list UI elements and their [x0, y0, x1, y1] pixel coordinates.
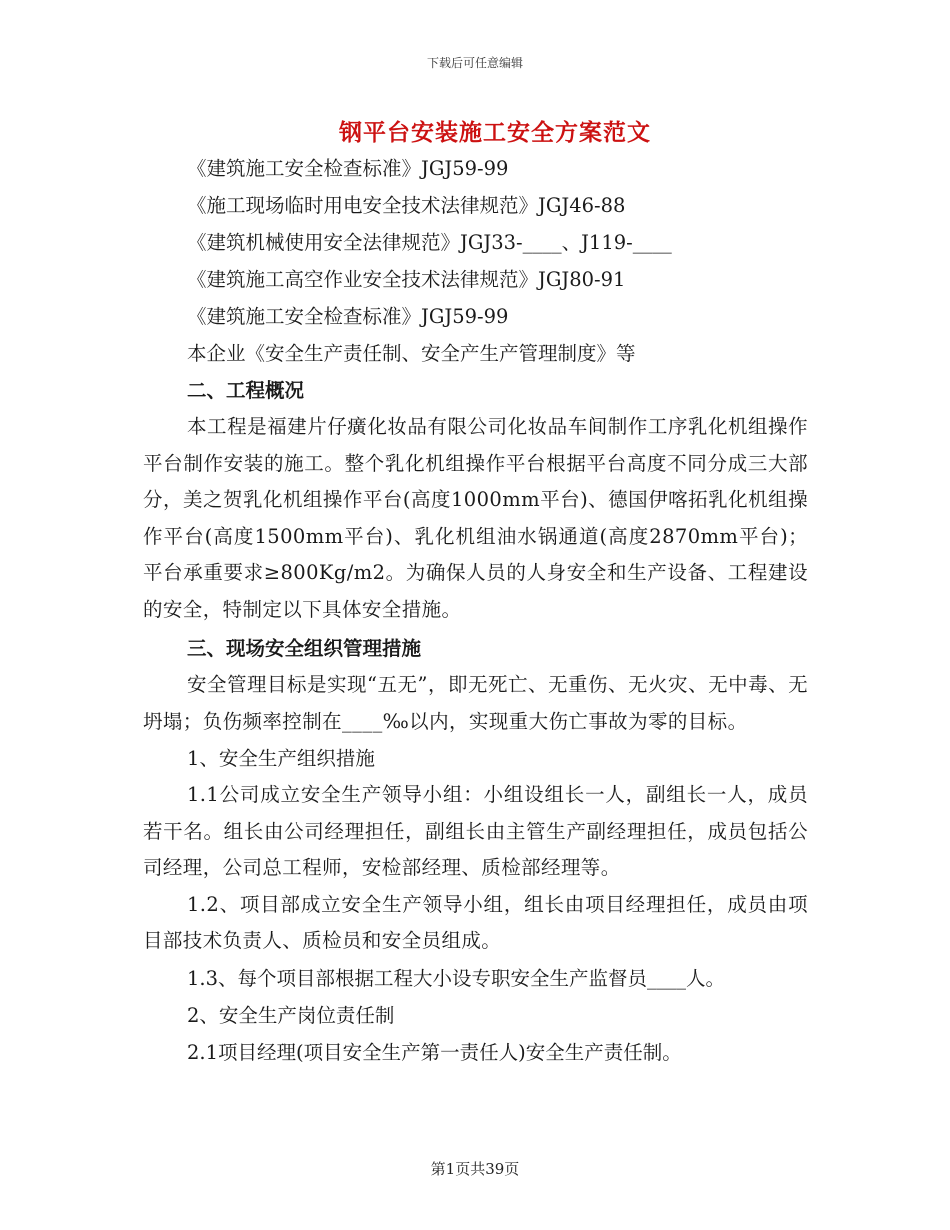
safety-goal-paragraph: 安全管理目标是实现“五无”，即无死亡、无重伤、无火灾、无中毒、无坍塌；负伤频率控制在____‰以内，实现重大伤亡事故为零的目标。	[143, 673, 808, 733]
header-note: 下载后可任意编辑	[426, 56, 523, 70]
subsection-heading-organization: 1、安全生产组织措施	[187, 747, 375, 770]
document-body	[143, 150, 808, 1071]
overview-paragraph: 本工程是福建片仔癀化妆品有限公司化妆品车间制作工序乳化机组操作平台制作安装的施工。整个乳化机组操作平台根据平台高度不同分成三大部分，美之贺乳化机组操作平台(高度1000mm平台)、德国伊喀拓乳化机组操作平台(高度1500mm平台)、乳化机组油水锅通道(高度2870mm平台)；平台承重要求≥800Kg/m2。为确保人员的人身安全和生产设备、工程建设的安全，特制定以下具体安全措施。	[143, 415, 808, 621]
reference-line: 本企业《安全生产责任制、安全产生产管理制度》等	[187, 342, 636, 365]
document-title: 钢平台安装施工安全方案范文	[339, 119, 651, 146]
item-1-3: 1.3、每个项目部根据工程大小设专职安全生产监督员____人。	[187, 966, 726, 990]
section-heading-overview: 二、工程概况	[187, 379, 305, 402]
reference-line: 《建筑施工安全检查标准》JGJ59-99	[187, 305, 509, 328]
subsection-heading-responsibility: 2、安全生产岗位责任制	[187, 1003, 395, 1027]
reference-line: 《建筑施工高空作业安全技术法律规范》JGJ80-91	[187, 268, 626, 291]
reference-line: 《施工现场临时用电安全技术法律规范》JGJ46-88	[187, 194, 626, 217]
item-1-2: 1.2、项目部成立安全生产领导小组，组长由项目经理担任，成员由项目部技术负责人、质检员和安全员组成。	[143, 892, 808, 952]
page-number-footer: 第1页共39页	[430, 1160, 520, 1178]
item-1-1: 1.1公司成立安全生产领导小组：小组设组长一人，副组长一人，成员若干名。组长由公司经理担任，副组长由主管生产副经理担任，成员包括公司经理，公司总工程师，安检部经理、质检部经理等。	[143, 783, 808, 879]
section-heading-safety-management: 三、现场安全组织管理措施	[187, 637, 422, 660]
reference-line: 《建筑施工安全检查标准》JGJ59-99	[187, 157, 509, 180]
item-2-1: 2.1项目经理(项目安全生产第一责任人)安全生产责任制。	[187, 1040, 682, 1064]
reference-line: 《建筑机械使用安全法律规范》JGJ33-____、J119-____	[187, 231, 672, 254]
